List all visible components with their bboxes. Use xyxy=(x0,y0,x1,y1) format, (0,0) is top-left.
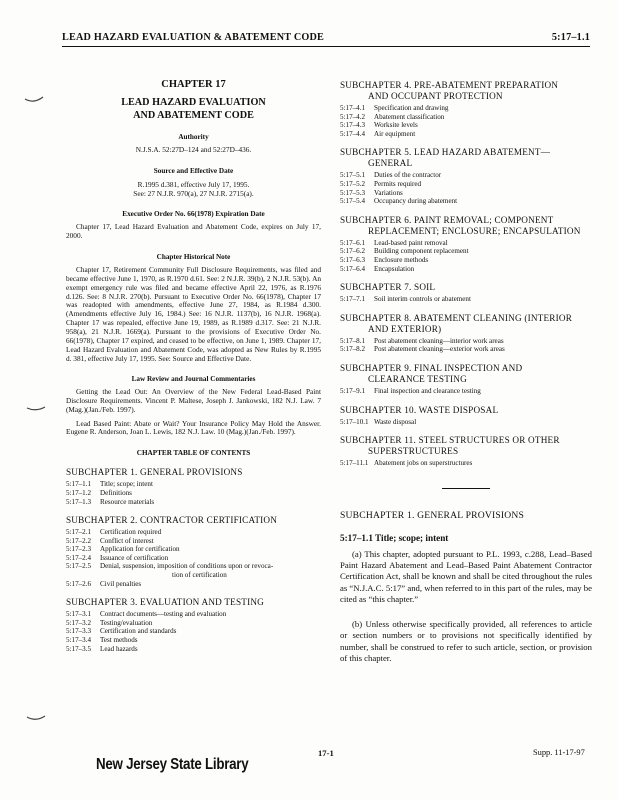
toc-item-number: 5:17–8.2 xyxy=(340,345,366,354)
toc-item[interactable] xyxy=(66,636,321,645)
toc-item[interactable] xyxy=(66,645,321,654)
toc-item-text: Variations xyxy=(374,188,403,197)
toc-item[interactable] xyxy=(340,387,592,396)
chapter-number: CHAPTER 17 xyxy=(161,79,226,90)
punch-mark-icon xyxy=(26,404,46,414)
toc-list xyxy=(340,337,592,354)
toc-item[interactable] xyxy=(66,498,321,507)
toc-item-number: 5:17–6.1 xyxy=(340,238,366,247)
left-column xyxy=(66,80,321,653)
toc-item[interactable] xyxy=(66,580,321,589)
toc-item-text: Denial, suspension, imposition of conditions upon or revoca- xyxy=(100,562,274,571)
chapter-name: LEAD HAZARD EVALUATION AND ABATEMENT CODE xyxy=(121,97,266,121)
toc-list xyxy=(66,480,321,506)
toc-item-number: 5:17–2.5 xyxy=(66,562,92,571)
law-review-text-1: Getting the Lead Out: An Overview of the New Federal Lead-Based Paint Disclosure Requirements. Vincent P. Maltese, Joseph J. Jankowski, 182 N.J. Law. 7 (Mag.)(Jan./Feb. 1997). xyxy=(66,386,321,414)
toc-item-text: Title; scope; intent xyxy=(100,480,153,489)
law-review-text-2: Lead Based Paint: Abate or Wait? Your Insurance Policy May Hold the Answer. Eugene R. Anderson, Joan L. Lewis, 182 N.J. Law. 10 (Mag.)(Jan./Feb. 1997). xyxy=(66,418,321,437)
toc-list xyxy=(340,387,592,396)
source-line-1: R.1995 d.381, effective July 17, 1995. xyxy=(137,180,250,189)
toc-item[interactable] xyxy=(340,337,592,346)
toc-subchapter-heading: SUBCHAPTER 6. PAINT REMOVAL; COMPONENT REPLACEMENT; ENCLOSURE; ENCAPSULATION xyxy=(340,214,581,236)
supplement-date: Supp. 11-17-97 xyxy=(533,748,585,757)
toc-item-number: 5:17–3.4 xyxy=(66,636,92,645)
toc-item[interactable] xyxy=(66,627,321,636)
toc-list xyxy=(66,528,321,588)
header-title: LEAD HAZARD EVALUATION & ABATEMENT CODE xyxy=(62,32,325,43)
paragraph-b: (b) Unless otherwise specifically provided, all references to article or section numbers or to provisions not specifically identified by number, shall be construed to refer to such article, section, or provision of this chapter. xyxy=(340,619,592,664)
toc-item-text: Post abatement cleaning—exterior work areas xyxy=(374,345,505,354)
toc-item-number: 5:17–6.4 xyxy=(340,264,366,273)
toc-item-number: 5:17–3.5 xyxy=(66,644,92,653)
toc-item[interactable] xyxy=(340,113,592,122)
toc-item-text: Encapsulation xyxy=(374,264,415,273)
toc-item[interactable] xyxy=(66,545,321,554)
toc-item[interactable] xyxy=(66,537,321,546)
exec-order-text: Chapter 17, Lead Hazard Evaluation and Abatement Code, expires on July 17, 2000. xyxy=(66,222,321,240)
toc-item-number: 5:17–2.4 xyxy=(66,553,92,562)
header-section-number: 5:17–1.1 xyxy=(551,32,590,43)
punch-mark-icon xyxy=(24,95,44,105)
toc-item[interactable] xyxy=(66,619,321,628)
toc-item-text: Certification and standards xyxy=(100,627,177,636)
toc-item-text: Contract documents—testing and evaluation xyxy=(100,610,227,619)
toc-item[interactable] xyxy=(66,480,321,489)
toc-subchapter-heading: SUBCHAPTER 4. PRE-ABATEMENT PREPARATION AND OCCUPANT PROTECTION xyxy=(340,80,559,101)
toc-item[interactable] xyxy=(66,562,321,579)
toc-item[interactable] xyxy=(340,104,592,113)
body-subchapter-heading: SUBCHAPTER 1. GENERAL PROVISIONS xyxy=(340,509,525,521)
toc-subchapter-heading: SUBCHAPTER 9. FINAL INSPECTION AND CLEARANCE TESTING xyxy=(340,362,523,384)
toc-item-text: Enclosure methods xyxy=(374,255,429,264)
toc-item-text: Specification and drawing xyxy=(374,104,449,112)
toc-list xyxy=(340,171,592,205)
toc-item-number: 5:17–5.4 xyxy=(340,197,366,206)
toc-item-number: 5:17–1.3 xyxy=(66,497,92,506)
history-text: Chapter 17, Retirement Community Full Disclosure Requirements, was filed and became effective June 1, 1970, as R.1970 d.61. See: 2 N.J.R. 39(b), 2 N.J.R. 53(b). An exempt emergency rule was filed and became effective April 22, 1976, as R.1976 d.126. See: 8 N.J.R. 270(b). Pursuant to Executive Order No. 66(1978), Chapter 17 was readopted with amendments, effective June 27, 1984, as R.1984 d.300. (Amendments effective July 16, 1984.) See: 16 N.J.R. 1137(b), 16 N.J.R. 1968(a). Chapter 17 was repealed, effective June 19, 1989, as R.1989 d.317. See: 21 N.J.R. 958(a), 21 N.J.R. 1669(a). Pursuant to the provisions of Executive Order No. 66(1978), Chapter 17 expired, and ceased to be effective, on June 1, 1989. Chapter 17, Lead Hazard Evaluation and Abatement Code, was adopted as New Rules by R.1995 d. 381, effective July 17, 1995. See: Source and Effective Date. xyxy=(66,264,321,363)
toc-item-number: 5:17–3.1 xyxy=(66,610,92,619)
toc-list xyxy=(340,239,592,273)
toc-item-text: Abatement jobs on superstructures xyxy=(374,459,473,468)
toc-item-text: Abatement classification xyxy=(374,112,445,121)
toc-item-text: Permits required xyxy=(374,179,422,188)
toc-item-number: 5:17–5.2 xyxy=(340,179,366,188)
toc-list xyxy=(340,104,592,138)
toc-item[interactable] xyxy=(340,239,592,248)
toc-subchapter-heading: SUBCHAPTER 5. LEAD HAZARD ABATEMENT— GENERAL xyxy=(340,147,551,169)
toc-item-number: 5:17–2.3 xyxy=(66,545,92,554)
section-divider xyxy=(442,488,490,489)
paragraph-a: (a) This chapter, adopted pursuant to P.L. 1993, c.288, Lead–Based Paint Hazard Abatement and Lead–Based Paint Abatement Contractor Certification Act, shall be known and shall be cited throughout the rules as “N.J.A.C. 5:17” and, when referred to in this part of the rules, may be cited as “this chapter.” xyxy=(340,548,592,604)
library-stamp: New Jersey State Library xyxy=(96,756,249,773)
toc-item[interactable] xyxy=(340,171,592,180)
toc-item-text: Post abatement cleaning—interior work areas xyxy=(374,336,504,345)
toc-item[interactable] xyxy=(340,189,592,198)
toc-right xyxy=(340,80,592,468)
toc-item-number: 5:17–9.1 xyxy=(340,386,366,395)
exec-order-label: Executive Order No. 66(1978) Expiration Date xyxy=(122,210,265,218)
toc-list xyxy=(66,610,321,653)
right-column xyxy=(340,80,592,673)
toc-item-text: Lead-based paint removal xyxy=(374,238,448,247)
law-review-label: Law Review and Journal Commentaries xyxy=(131,374,256,383)
toc-list xyxy=(340,418,592,427)
toc-item-text: Test methods xyxy=(100,636,138,645)
toc-item[interactable] xyxy=(340,247,592,256)
toc-item-text: Air equipment xyxy=(374,129,416,138)
toc-subchapter-heading: SUBCHAPTER 1. GENERAL PROVISIONS xyxy=(66,467,243,478)
toc-item[interactable] xyxy=(340,295,592,304)
toc-item-text: Civil penalties xyxy=(100,579,142,588)
toc-item[interactable] xyxy=(66,489,321,498)
toc-item-number: 5:17–6.3 xyxy=(340,255,366,264)
history-label: Chapter Historical Note xyxy=(156,252,231,261)
toc-item-text: Issuance of certification xyxy=(100,553,169,562)
toc-item-number: 5:17–6.2 xyxy=(340,247,366,256)
toc-item-text: Occupancy during abatement xyxy=(374,197,458,206)
toc-left xyxy=(66,467,321,653)
toc-label: CHAPTER TABLE OF CONTENTS xyxy=(136,449,251,458)
toc-item-number: 5:17–4.2 xyxy=(340,112,366,121)
toc-subchapter-heading: SUBCHAPTER 11. STEEL STRUCTURES OR OTHER SUPERSTRUCTURES xyxy=(340,435,560,457)
toc-item-text: Duties of the contractor xyxy=(374,171,442,180)
toc-subchapter-heading: SUBCHAPTER 7. SOIL xyxy=(340,282,436,293)
toc-item-number: 5:17–11.1 xyxy=(340,459,369,468)
toc-subchapter-heading: SUBCHAPTER 8. ABATEMENT CLEANING (INTERIOR AND EXTERIOR) xyxy=(340,312,573,334)
toc-item-text: Definitions xyxy=(100,488,132,497)
toc-item[interactable] xyxy=(66,554,321,563)
toc-item-number: 5:17–5.3 xyxy=(340,188,366,197)
toc-item[interactable] xyxy=(340,121,592,130)
toc-item-number: 5:17–4.3 xyxy=(340,121,366,130)
toc-item[interactable] xyxy=(340,418,592,427)
toc-item-number: 5:17–1.2 xyxy=(66,488,92,497)
toc-item-text: Conflict of interest xyxy=(100,536,154,545)
toc-item-number: 5:17–10.1 xyxy=(340,417,369,426)
toc-subchapter-heading: SUBCHAPTER 2. CONTRACTOR CERTIFICATION xyxy=(66,515,278,526)
toc-item-text: Final inspection and clearance testing xyxy=(374,386,481,395)
toc-subchapter-heading: SUBCHAPTER 3. EVALUATION AND TESTING xyxy=(66,597,265,608)
toc-item[interactable] xyxy=(340,265,592,274)
toc-item[interactable] xyxy=(340,459,592,468)
toc-item-number: 5:17–5.1 xyxy=(340,171,366,180)
toc-item[interactable] xyxy=(66,610,321,619)
running-header xyxy=(62,30,590,47)
toc-item-number: 5:17–1.1 xyxy=(66,480,92,489)
toc-list xyxy=(340,459,592,468)
toc-item-number: 5:17–4.4 xyxy=(340,129,366,138)
toc-item-text: Testing/evaluation xyxy=(100,618,153,627)
toc-item-text: Worksite levels xyxy=(374,121,418,130)
toc-item[interactable] xyxy=(340,180,592,189)
toc-item-text: Soil interim controls or abatement xyxy=(374,295,471,304)
toc-list xyxy=(340,295,592,304)
toc-subchapter-heading: SUBCHAPTER 10. WASTE DISPOSAL xyxy=(340,404,499,415)
toc-item[interactable] xyxy=(340,256,592,265)
page-number: 17-1 xyxy=(318,748,334,758)
toc-item[interactable] xyxy=(340,130,592,139)
toc-item[interactable] xyxy=(340,197,592,206)
source-line-2: See: 27 N.J.R. 970(a), 27 N.J.R. 2715(a). xyxy=(133,189,254,198)
toc-item-text: Resource materials xyxy=(100,497,155,506)
toc-item-number: 5:17–3.3 xyxy=(66,627,92,636)
toc-item[interactable] xyxy=(340,345,592,354)
toc-item-number: 5:17–4.1 xyxy=(340,104,366,112)
toc-item-text: Waste disposal xyxy=(374,417,417,426)
toc-item-number: 5:17–2.2 xyxy=(66,536,92,545)
toc-item-number: 5:17–8.1 xyxy=(340,336,366,345)
toc-item-number: 5:17–2.6 xyxy=(66,579,92,588)
toc-item-text: Building component replacement xyxy=(374,247,469,256)
source-label: Source and Effective Date xyxy=(153,167,234,175)
punch-mark-icon xyxy=(26,714,46,724)
authority-text: N.J.S.A. 52:27D–124 and 52:27D–436. xyxy=(135,145,252,154)
toc-item-number: 5:17–3.2 xyxy=(66,618,92,627)
section-title: 5:17–1.1 Title; scope; intent xyxy=(340,532,449,543)
toc-item-text: Certification required xyxy=(100,528,162,537)
toc-item-text: Lead hazards xyxy=(100,644,138,653)
authority-label: Authority xyxy=(178,133,209,141)
toc-item[interactable] xyxy=(66,528,321,537)
toc-item-number: 5:17–7.1 xyxy=(340,295,366,304)
toc-item-text-cont: tion of certification xyxy=(172,571,227,580)
toc-item-text: Application for certification xyxy=(100,545,180,554)
toc-item-number: 5:17–2.1 xyxy=(66,528,92,537)
